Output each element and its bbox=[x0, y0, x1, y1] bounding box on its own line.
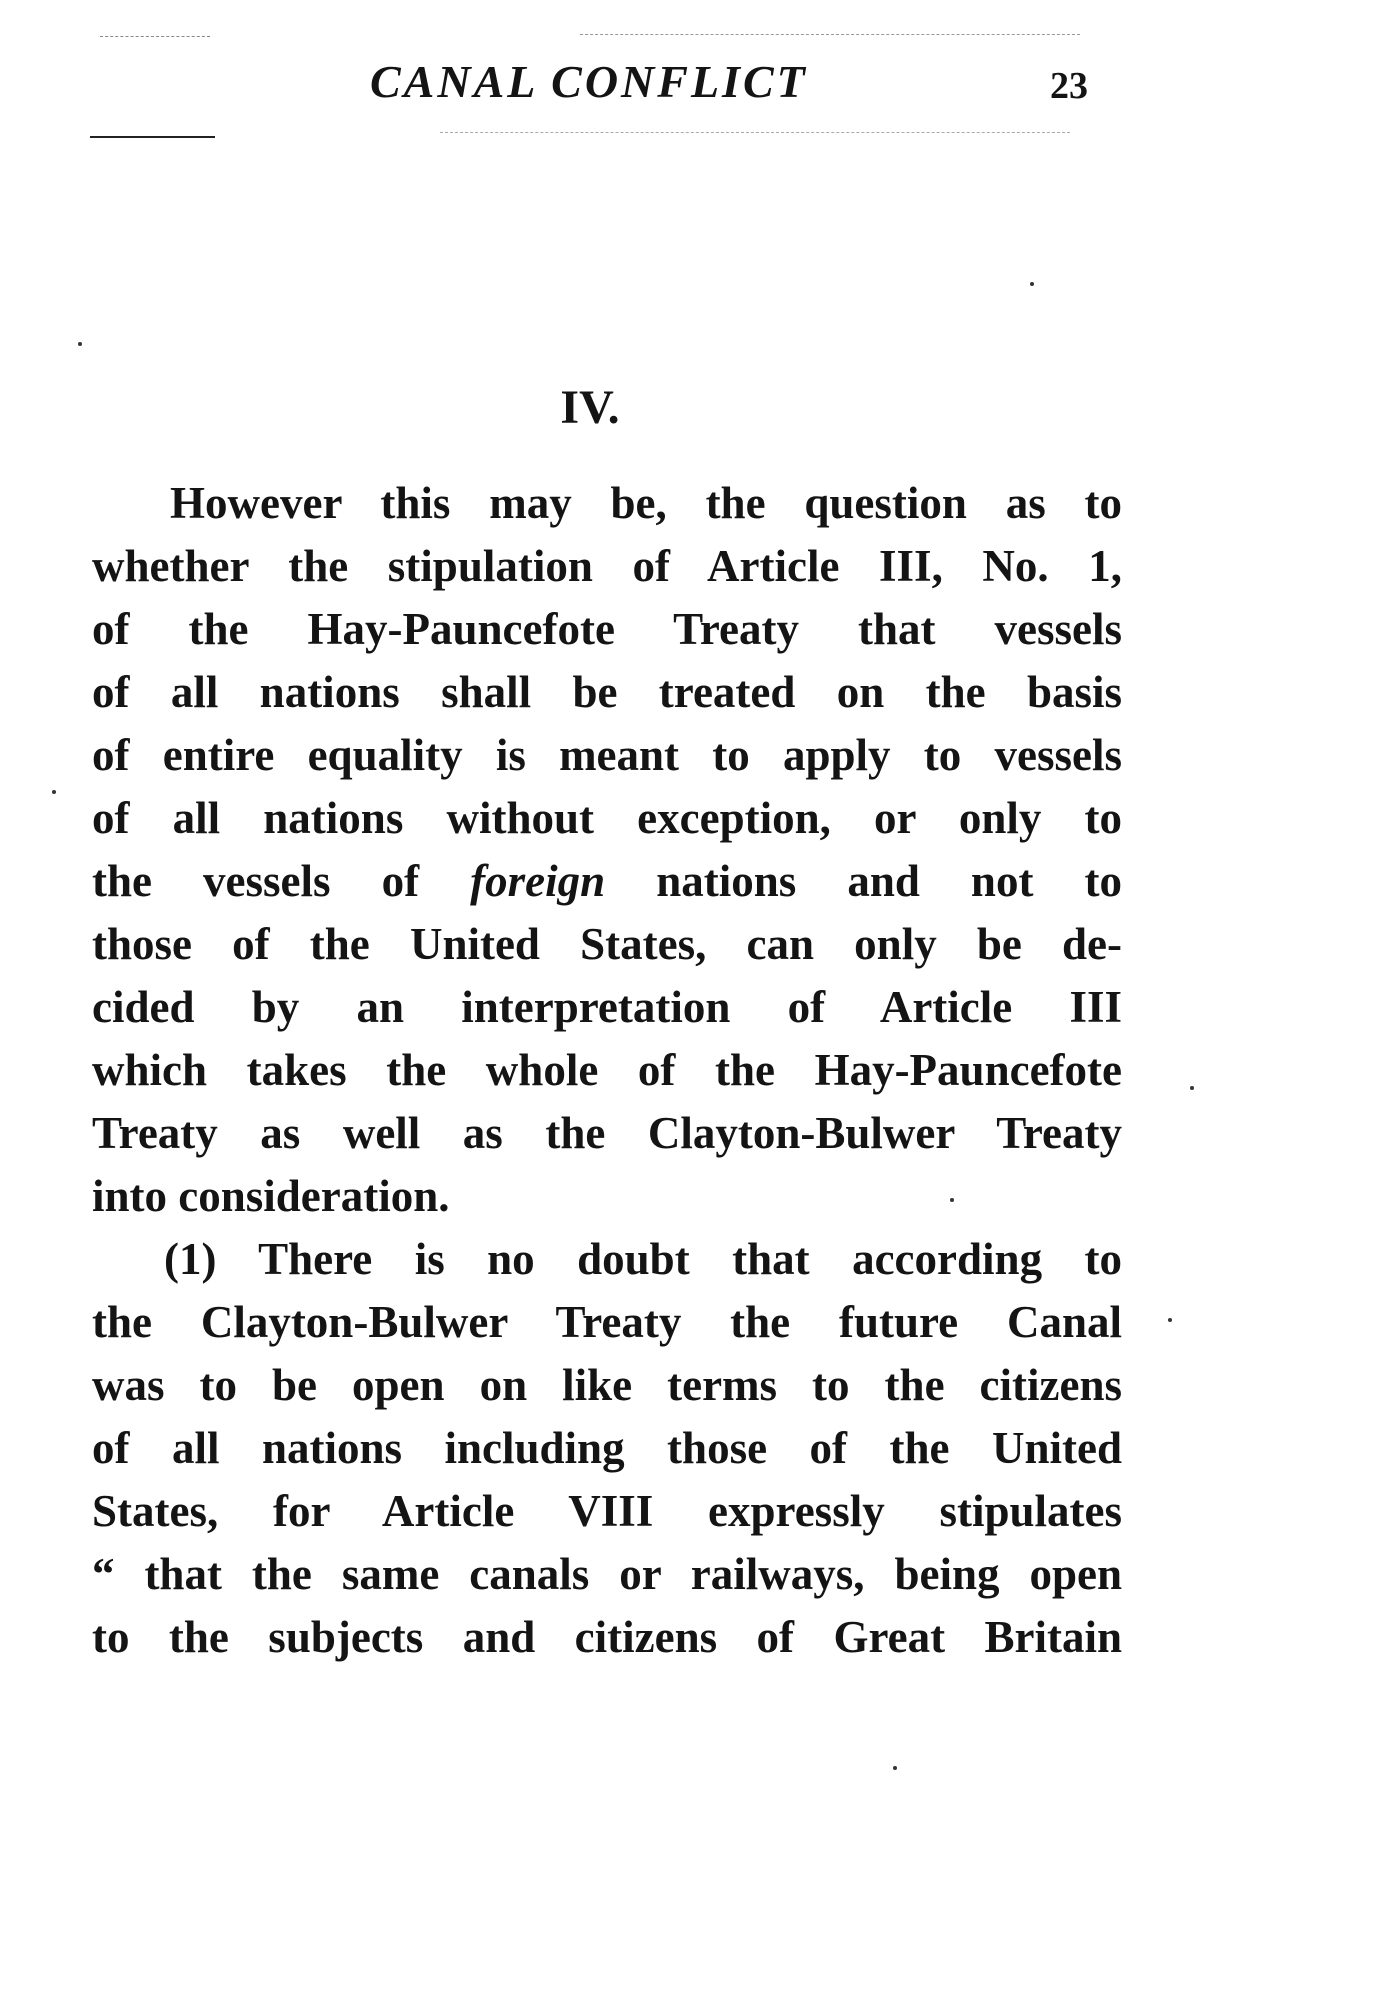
top-rule bbox=[580, 34, 1080, 35]
section-heading: IV. bbox=[560, 381, 620, 434]
text-line: to the subjects and citizens of Great Britain bbox=[92, 1612, 1122, 1662]
text-line: into consideration. bbox=[92, 1171, 450, 1221]
text-line-head: the vessels of bbox=[92, 856, 471, 906]
print-speck bbox=[78, 342, 82, 346]
text-line: those of the United States, can only be de- bbox=[92, 919, 1122, 969]
text-line: was to be open on like terms to the citizens bbox=[92, 1360, 1122, 1410]
print-speck bbox=[1168, 1318, 1172, 1322]
text-line: (1) There is no doubt that according to bbox=[164, 1234, 1122, 1284]
top-left-rule bbox=[100, 36, 210, 37]
header-rule bbox=[440, 132, 1070, 133]
text-line: of all nations without exception, or only to bbox=[92, 793, 1122, 843]
print-speck bbox=[893, 1766, 897, 1770]
text-line: cided by an interpretation of Article III bbox=[92, 982, 1122, 1032]
text-line: of the Hay-Pauncefote Treaty that vessels bbox=[92, 604, 1122, 654]
text-line: the Clayton-Bulwer Treaty the future Canal bbox=[92, 1297, 1122, 1347]
text-line: “ that the same canals or railways, being open bbox=[92, 1549, 1122, 1599]
print-speck bbox=[950, 1198, 954, 1202]
italic-word: foreign bbox=[470, 856, 606, 906]
text-line: of all nations including those of the United bbox=[92, 1423, 1122, 1473]
text-line bbox=[92, 850, 1122, 913]
page-number: 23 bbox=[1050, 65, 1088, 107]
body-text bbox=[92, 472, 1122, 1669]
running-title: CANAL CONFLICT bbox=[370, 56, 808, 107]
text-line: However this may be, the question as to bbox=[170, 478, 1122, 528]
print-speck bbox=[52, 790, 56, 794]
text-line: Treaty as well as the Clayton-Bulwer Treaty bbox=[92, 1108, 1122, 1158]
text-line: of all nations shall be treated on the basis bbox=[92, 667, 1122, 717]
text-line: whether the stipulation of Article III, No. 1, bbox=[92, 541, 1122, 591]
print-speck bbox=[1190, 1086, 1194, 1090]
text-line: which takes the whole of the Hay-Pauncefote bbox=[92, 1045, 1122, 1095]
text-line: States, for Article VIII expressly stipulates bbox=[92, 1486, 1122, 1536]
print-speck bbox=[1030, 282, 1034, 286]
text-line: of entire equality is meant to apply to vessels bbox=[92, 730, 1122, 780]
text-line-tail: nations and not to bbox=[605, 856, 1122, 906]
header-left-rule bbox=[90, 136, 215, 138]
